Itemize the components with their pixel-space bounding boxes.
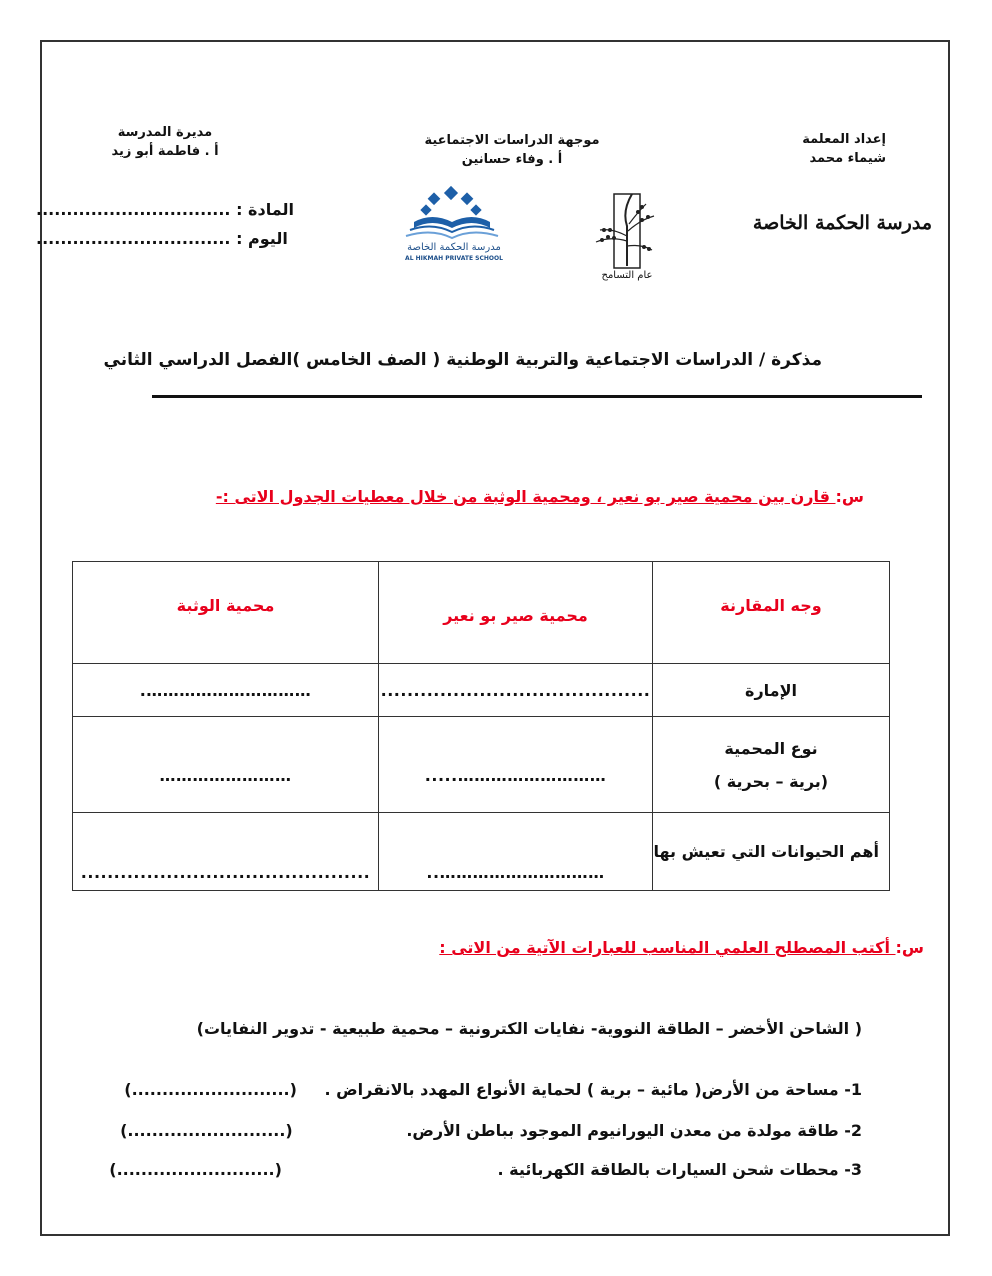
row-label: الإمارة: [653, 664, 890, 717]
subject-label: المادة :: [236, 200, 294, 219]
comparison-table: [72, 561, 890, 891]
item-text: محطات شحن السيارات بالطاقة الكهربائية .: [497, 1160, 839, 1179]
item-number: 2-: [844, 1121, 862, 1140]
school-logo-icon: [392, 182, 516, 244]
table-header-row: [73, 562, 890, 664]
list-item: [120, 1121, 862, 1140]
question-1-prefix: س:: [835, 487, 864, 506]
item-blank[interactable]: (..........................): [109, 1160, 282, 1179]
school-logo: [392, 182, 516, 266]
question-1: [216, 487, 864, 506]
row-label: نوع المحمية: [724, 738, 818, 758]
item-blank[interactable]: (..........................): [124, 1080, 297, 1099]
answer-blank[interactable]: .........................................: [379, 664, 653, 717]
principal-block: [100, 123, 230, 161]
day-line: [36, 229, 288, 248]
day-label: اليوم :: [236, 229, 288, 248]
row-sublabel: (برية – بحرية ): [713, 771, 829, 791]
tolerance-logo-text: عام التسامح: [601, 270, 653, 281]
supervisor-title: موجهة الدراسات الاجتماعية: [424, 133, 600, 148]
row-label: أهم الحيوانات التي تعيش بها: [653, 813, 890, 891]
answer-blank[interactable]: ……………………….....: [379, 717, 653, 813]
table-row: [73, 717, 890, 813]
day-value: ................................: [36, 229, 231, 248]
teacher-name: شيماء محمد: [809, 151, 886, 166]
tolerance-logo: [592, 186, 662, 286]
header-comparison: وجه المقارنة: [653, 562, 890, 664]
title-rule: [152, 395, 922, 398]
answer-blank[interactable]: ……………………: [73, 717, 379, 813]
item-text: طاقة مولدة من معدن اليورانيوم الموجود بباطن الأرض.: [406, 1121, 839, 1140]
answer-blank[interactable]: …………………………..: [379, 813, 653, 891]
page-title: مذكرة / الدراسات الاجتماعية والتربية الوطنية ( الصف الخامس )الفصل الدراسي الثاني: [103, 350, 822, 370]
table-row: [73, 664, 890, 717]
subject-value: ................................: [36, 200, 231, 219]
principal-name: أ . فاطمة أبو زيد: [111, 144, 219, 159]
word-bank: ( الشاحن الأخضر – الطاقة النووية- نفايات الكترونية – محمية طبيعية - تدوير النفايات): [196, 1019, 862, 1038]
supervisor-name: أ . وفاء حسانين: [461, 152, 563, 167]
school-logo-text-en: AL HIKMAH PRIVATE SCHOOL: [405, 255, 503, 262]
supervisor-block: [412, 131, 612, 169]
teacher-label: إعداد المعلمة: [802, 132, 886, 147]
item-blank[interactable]: (..........................): [120, 1121, 293, 1140]
item-number: 1-: [844, 1080, 862, 1099]
list-item: [109, 1160, 862, 1179]
ghaf-tree-icon: [592, 186, 662, 270]
school-name: مدرسة الحكمة الخاصة: [752, 212, 932, 234]
item-text: مساحة من الأرض( مائية – برية ) لحماية الأنواع المهدد بالانقراض .: [324, 1080, 839, 1099]
school-logo-text-ar: مدرسة الحكمة الخاصة: [407, 242, 501, 253]
list-item: [124, 1080, 862, 1099]
question-2: [439, 938, 924, 957]
question-2-text: أكتب المصطلح العلمي المناسب للعبارات الآتية من الاتى :: [439, 938, 896, 957]
question-1-text: قارن بين محمية صير بو نعير ، ومحمية الوثبة من خلال معطيات الجدول الاتى :-: [215, 487, 836, 506]
table-row: [73, 813, 890, 891]
header-al-wathba: محمية الوثبة: [73, 562, 379, 664]
answer-blank[interactable]: ............................................: [73, 813, 379, 891]
question-2-prefix: س:: [895, 938, 924, 957]
principal-title: مديرة المدرسة: [117, 125, 213, 140]
teacher-block: [802, 130, 886, 168]
subject-line: [36, 200, 294, 219]
item-number: 3-: [844, 1160, 862, 1179]
row-label-cell: [653, 717, 890, 813]
answer-blank[interactable]: ………………………….: [73, 664, 379, 717]
header-sir-bu-nair: محمية صير بو نعير: [379, 562, 653, 664]
